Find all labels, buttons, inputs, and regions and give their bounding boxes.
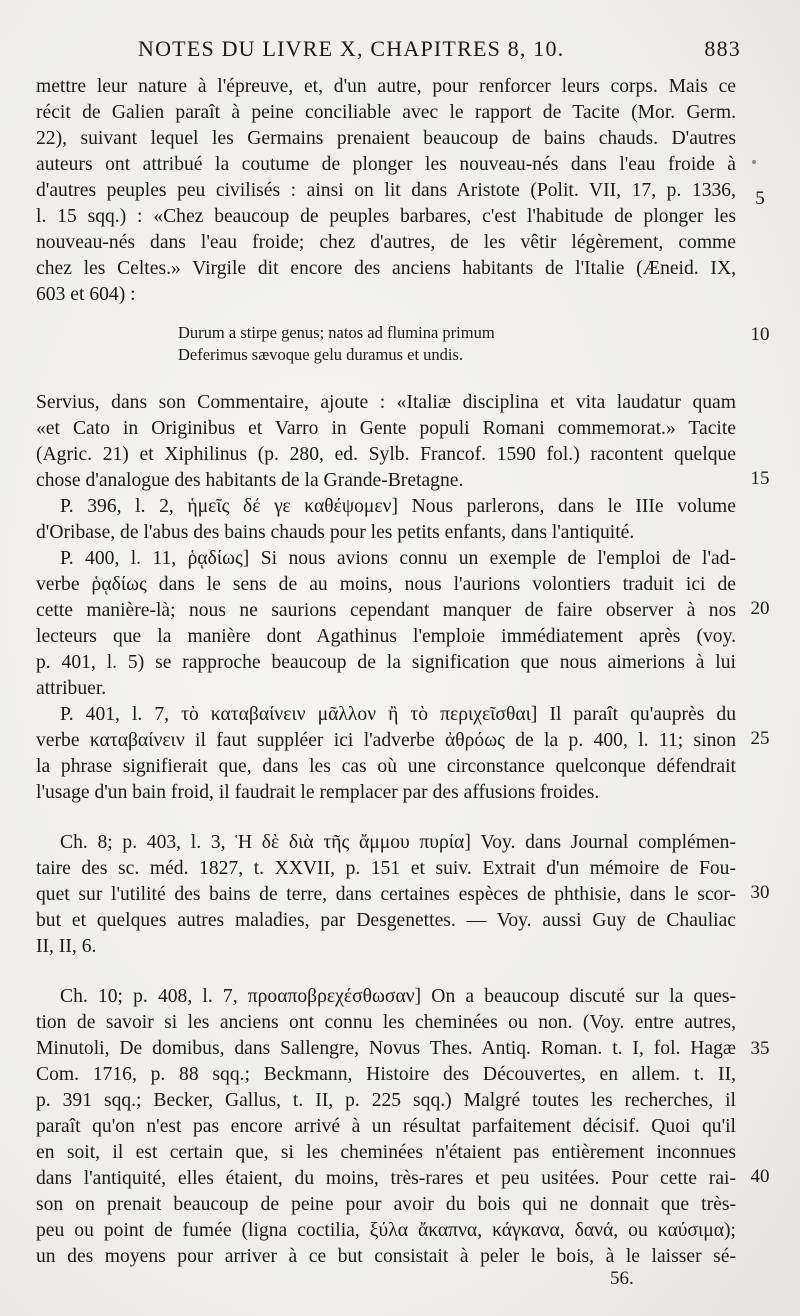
text-line: lecteurs que la manière dont Agathinus l'emploie immédiatement après (voy. — [36, 626, 736, 647]
line-number: 15 — [750, 468, 770, 489]
text-line: d'autres peuples peu civilisés : ainsi on lit dans Aristote (Polit. VII, 17, p. 1336, — [36, 180, 736, 201]
text-line: but et quelques autres maladies, par Desgenettes. — Voy. aussi Guy de Chauliac — [36, 910, 736, 931]
text-line: paraît qu'on n'est pas encore arrivé à un résultat parfaitement décisif. Quoi qu'il — [36, 1116, 736, 1137]
text-line: p. 391 sqq.; Becker, Gallus, t. II, p. 225 sqq.) Malgré toutes les recherches, il — [36, 1090, 736, 1111]
line-number: 10 — [750, 324, 770, 345]
text-line: récit de Galien paraît à peine conciliable avec le rapport de Tacite (Mor. Germ. — [36, 102, 736, 123]
text-line: Ch. 10; p. 408, l. 7, προαποβρεχέσθωσαν] On a beaucoup discuté sur la ques- — [60, 986, 736, 1007]
line-number: 25 — [750, 728, 770, 749]
text-line: Com. 1716, p. 88 sqq.; Beckmann, Histoire des Découvertes, en allem. t. II, — [36, 1064, 736, 1085]
line-number: 5 — [755, 188, 765, 209]
text-line: l. 15 sqq.) : «Chez beaucoup de peuples barbares, c'est l'habitude de plonger les — [36, 206, 736, 227]
text-line: peu ou point de fumée (ligna coctilia, ξύλα ἄκαπνα, κάγκανα, δανά, ou καύσιμα); — [36, 1220, 736, 1241]
text-line: verbe καταβαίνειν il faut suppléer ici l'adverbe ἀθρόως de la p. 400, l. 11; sinon — [36, 730, 736, 751]
text-line: chez les Celtes.» Virgile dit encore des anciens habitants de l'Italie (Æneid. IX, — [36, 258, 736, 279]
running-header — [120, 36, 740, 66]
text-line: cette manière-là; nous ne saurions cependant manquer de faire observer à nos — [36, 600, 736, 621]
text-line: auteurs ont attribué la coutume de plonger les nouveau-nés dans l'eau froide à — [36, 154, 736, 175]
text-line: Servius, dans son Commentaire, ajoute : «Italiæ disciplina et vita laudatur quam — [36, 392, 736, 413]
line-number: 40 — [750, 1166, 770, 1187]
signature-mark: 56. — [610, 1268, 634, 1289]
line-number: 20 — [750, 598, 770, 619]
text-line: attribuer. — [36, 678, 107, 699]
verse-line: Durum a stirpe genus; natos ad flumina primum — [178, 323, 495, 342]
text-line: P. 396, l. 2, ἡμεῖς δέ γε καθέψομεν] Nous parlerons, dans le IIIe volume — [60, 496, 736, 517]
text-line: tion de savoir si les anciens ont connu les cheminées ou non. (Voy. entre autres, — [36, 1012, 736, 1033]
text-line: (Agric. 21) et Xiphilinus (p. 280, ed. Sylb. Francof. 1590 fol.) racontent quelque — [36, 444, 736, 465]
text-line: son on prenait beaucoup de peine pour avoir du bois qui ne donnait que très- — [36, 1194, 736, 1215]
text-line: «et Cato in Originibus et Varro in Gente populi Romani commemorat.» Tacite — [36, 418, 736, 439]
margin-dot — [752, 160, 756, 164]
text-line: mettre leur nature à l'épreuve, et, d'un autre, pour renforcer leurs corps. Mais ce — [36, 76, 736, 97]
text-line: dans l'antiquité, elles étaient, du moins, très-rares et peu usitées. Pour cette rai- — [36, 1168, 736, 1189]
text-line: nouveau-nés dans l'eau froide; chez d'autres, de les vêtir légèrement, comme — [36, 232, 736, 253]
text-line: verbe ῥᾳδίως dans le sens de au moins, nous l'aurions volontiers traduit ici de — [36, 574, 736, 595]
text-line: quet sur l'utilité des bains de terre, dans certaines espèces de phthisie, dans le scor- — [36, 884, 736, 905]
text-line: en soit, il est certain que, si les cheminées n'étaient pas entièrement inconnues — [36, 1142, 736, 1163]
text-line: Minutoli, De domibus, dans Sallengre, Novus Thes. Antiq. Roman. t. I, fol. Hagæ — [36, 1038, 736, 1059]
text-line: P. 401, l. 7, τὸ καταβαίνειν μᾶλλον ἢ τὸ περιχεῖσθαι] Il paraît qu'auprès du — [60, 704, 736, 725]
line-number: 30 — [750, 882, 770, 903]
text-line: la phrase signifierait que, dans les cas où une circonstance quelconque défendrait — [36, 756, 736, 777]
text-line: 603 et 604) : — [36, 284, 136, 305]
page-number: 883 — [704, 36, 741, 61]
text-line: II, II, 6. — [36, 936, 97, 957]
running-title: NOTES DU LIVRE X, CHAPITRES 8, 10. — [138, 36, 565, 61]
text-line: un des moyens pour arriver à ce but consistait à peler le bois, à le laisser sé- — [36, 1246, 736, 1267]
text-line: d'Oribase, de l'abus des bains chauds pour les petits enfants, dans l'antiquité. — [36, 522, 635, 543]
text-line: P. 400, l. 11, ῥᾳδίως] Si nous avions connu un exemple de l'emploi de l'ad- — [60, 548, 736, 569]
text-line: taire des sc. méd. 1827, t. XXVII, p. 151 et suiv. Extrait d'un mémoire de Fou- — [36, 858, 736, 879]
text-line: p. 401, l. 5) se rapproche beaucoup de la signification que nous aimerions à lui — [36, 652, 736, 673]
text-line: Ch. 8; p. 403, l. 3, Ἡ δὲ διὰ τῆς ἄμμου πυρία] Voy. dans Journal complémen- — [60, 832, 736, 853]
text-line: l'usage d'un bain froid, il faudrait le remplacer par des affusions froides. — [36, 782, 600, 803]
line-number: 35 — [750, 1038, 770, 1059]
text-line: chose d'analogue des habitants de la Grande-Bretagne. — [36, 470, 464, 491]
verse-line: Deferimus sævoque gelu duramus et undis. — [178, 345, 464, 364]
text-line: 22), suivant lequel les Germains prenaient beaucoup de bains chauds. D'autres — [36, 128, 736, 149]
